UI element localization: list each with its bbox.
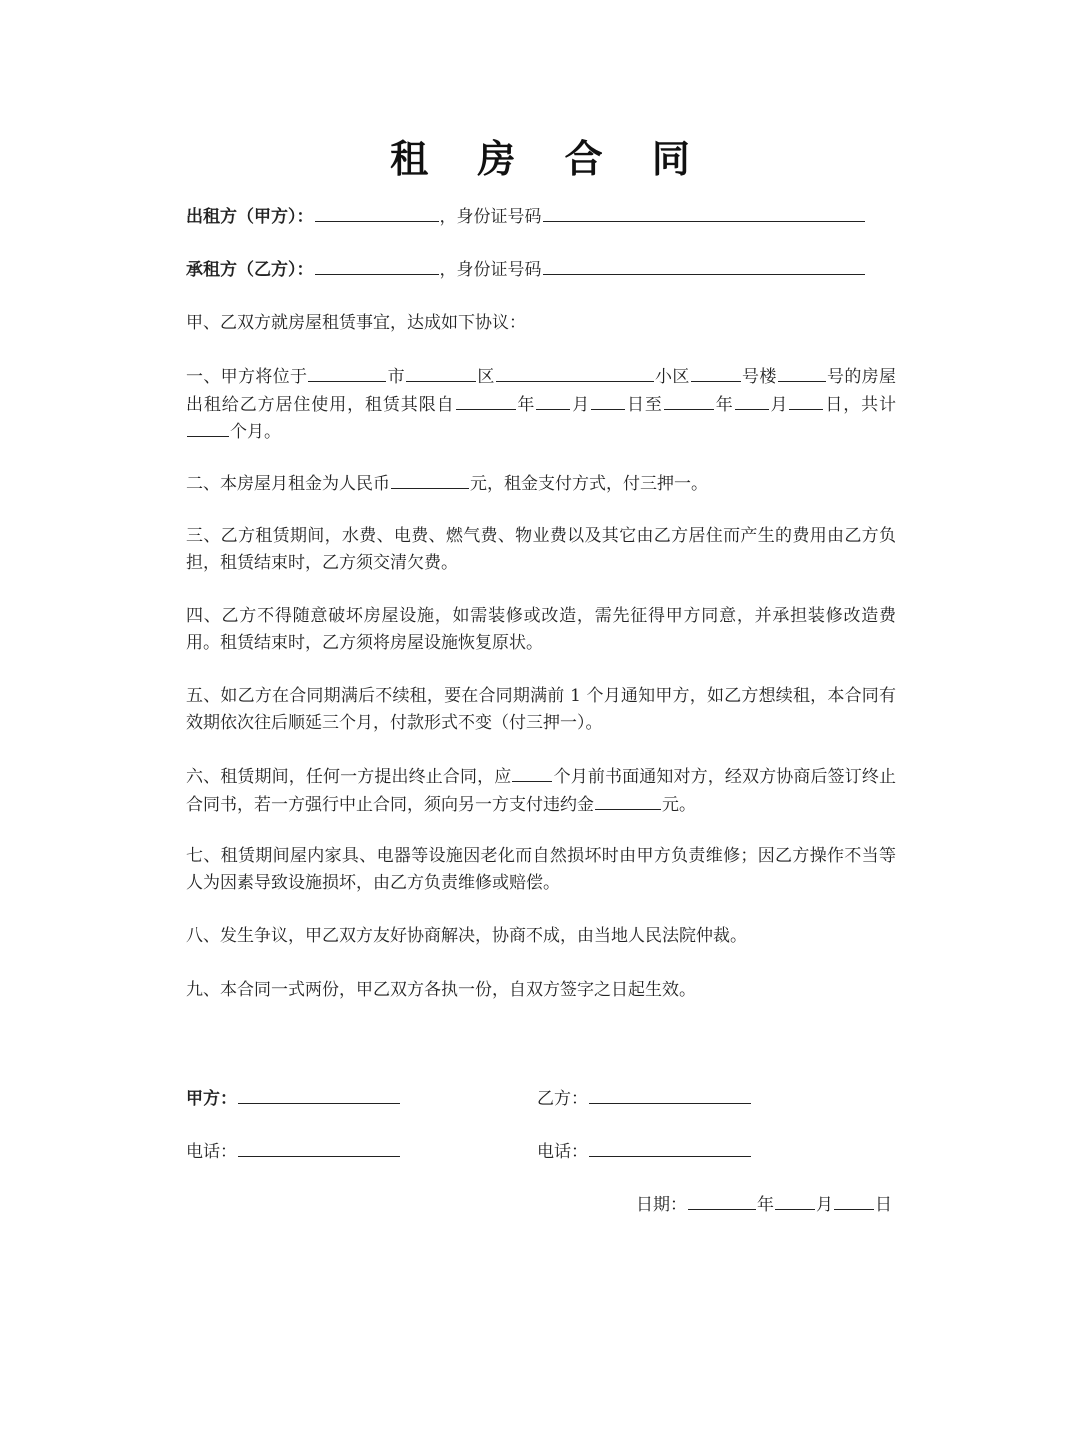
date-year-field[interactable] — [688, 1191, 756, 1210]
lessor-id-field[interactable] — [543, 203, 865, 222]
clause-1-to: 日至 — [626, 394, 663, 415]
page-title: 租 房 合 同 — [390, 136, 708, 181]
clause-6-middle: 个月前书面通知对方，经双方协商后签订终止合同书，若一方强行中止合同，须向另一方支付违约金 — [186, 767, 897, 815]
unit-field[interactable] — [778, 363, 826, 382]
end-day-field[interactable] — [789, 391, 823, 410]
start-year-field[interactable] — [456, 391, 516, 410]
penalty-field[interactable] — [595, 791, 661, 810]
lessor-label: 出租方（甲方）： — [186, 207, 314, 227]
clause-1-community: 小区 — [654, 367, 690, 387]
clause-1-month: 月 — [571, 394, 591, 415]
party-b-label: 乙方： — [537, 1089, 588, 1109]
clause-1-house: 号的房屋出租给乙方居住使用，租赁其限自 — [186, 367, 897, 415]
date-line — [636, 1190, 892, 1215]
clause-7: 七、租赁期间屋内家具、电器等设施因老化而自然损坏时由甲方负责维修；因乙方操作不当等人为因素导致设施损坏，由乙方负责维修或赔偿。 — [186, 846, 896, 893]
party-b-phone — [537, 1137, 752, 1162]
lessor-line — [186, 203, 896, 231]
lessee-id-label: 身份证号码 — [456, 260, 542, 280]
party-a-signature — [186, 1084, 401, 1109]
intro-text: 甲、乙双方就房屋租赁事宜，达成如下协议： — [186, 313, 526, 333]
lessor-name-field[interactable] — [315, 203, 439, 222]
lessee-name-field[interactable] — [315, 256, 439, 275]
community-field[interactable] — [496, 363, 654, 382]
phone-b-field[interactable] — [589, 1138, 751, 1157]
end-month-field[interactable] — [735, 391, 769, 410]
date-day-field[interactable] — [834, 1191, 874, 1210]
clause-1-end-year: 年 — [714, 394, 734, 415]
clause-1-total: 日，共计 — [824, 394, 897, 415]
party-b-sign-field[interactable] — [589, 1085, 751, 1104]
party-a-phone — [186, 1137, 401, 1162]
clause-2-text: 二、本房屋月租金为人民币 — [186, 474, 390, 494]
clause-9: 九、本合同一式两份，甲乙双方各执一份，自双方签字之日起生效。 — [186, 980, 696, 1000]
lessee-line — [186, 256, 896, 284]
district-field[interactable] — [406, 363, 476, 382]
clause-1-district: 区 — [477, 367, 495, 387]
notice-months-field[interactable] — [512, 763, 552, 782]
party-a-label: 甲方： — [186, 1089, 237, 1109]
date-month-field[interactable] — [775, 1191, 815, 1210]
building-field[interactable] — [691, 363, 741, 382]
date-day-label: 日 — [875, 1195, 892, 1215]
party-b-signature — [537, 1084, 752, 1109]
clause-6-end: 元。 — [662, 794, 696, 815]
date-label: 日期： — [636, 1195, 687, 1215]
start-day-field[interactable] — [591, 391, 625, 410]
phone-a-field[interactable] — [238, 1138, 400, 1157]
clause-1 — [186, 363, 896, 446]
clause-6 — [186, 763, 896, 818]
date-month-label: 月 — [816, 1195, 833, 1215]
clause-8: 八、发生争议，甲乙双方友好协商解决，协商不成，由当地人民法院仲裁。 — [186, 926, 747, 946]
phone-b-label: 电话： — [537, 1142, 588, 1162]
rent-field[interactable] — [391, 470, 469, 489]
lessee-id-field[interactable] — [543, 256, 865, 275]
start-month-field[interactable] — [536, 391, 570, 410]
clause-5: 五、如乙方在合同期满后不续租，要在合同期满前 1 个月通知甲方，如乙方想续租，本合同有效期依次往后顺延三个月，付款形式不变（付三押一）。 — [186, 686, 896, 733]
phone-a-label: 电话： — [186, 1142, 237, 1162]
date-year-label: 年 — [757, 1195, 774, 1215]
clause-1-end-month: 月 — [769, 394, 789, 415]
clause-2 — [186, 470, 896, 498]
clause-1-city: 市 — [387, 367, 406, 387]
lessee-comma: ， — [439, 260, 457, 280]
clause-1-building: 号楼 — [741, 367, 777, 387]
party-a-sign-field[interactable] — [238, 1085, 400, 1104]
lessee-label: 承租方（乙方）： — [186, 260, 314, 280]
clause-1-year: 年 — [516, 394, 536, 415]
city-field[interactable] — [308, 363, 386, 382]
clause-4: 四、乙方不得随意破坏房屋设施，如需装修或改造，需先征得甲方同意，并承担装修改造费用。租赁结束时，乙方须将房屋设施恢复原状。 — [186, 606, 896, 653]
clause-2-end: 元，租金支付方式，付三押一。 — [470, 474, 708, 494]
clause-6-text: 六、租赁期间，任何一方提出终止合同，应 — [186, 767, 512, 787]
clause-1-text: 一、甲方将位于 — [186, 367, 308, 387]
lessor-id-label: 身份证号码 — [456, 207, 542, 227]
end-year-field[interactable] — [664, 391, 714, 410]
months-field[interactable] — [187, 418, 229, 437]
lessor-comma: ， — [439, 207, 457, 227]
clause-1-end: 个月。 — [230, 422, 281, 442]
clause-3: 三、乙方租赁期间，水费、电费、燃气费、物业费以及其它由乙方居住而产生的费用由乙方负担，租赁结束时，乙方须交清欠费。 — [186, 526, 896, 573]
